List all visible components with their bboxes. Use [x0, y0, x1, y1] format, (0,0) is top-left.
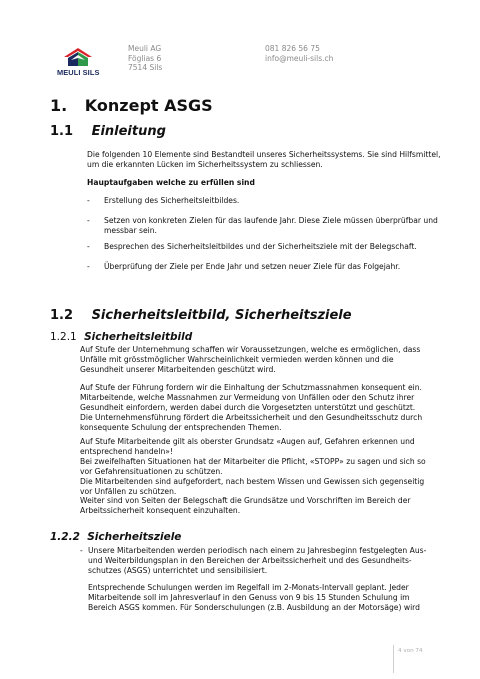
tasks-heading: Hauptaufgaben welche zu erfüllen sind [87, 178, 255, 187]
list-item-text: Besprechen des Sicherheitsleitbildes und der Sicherheitsziele mit der Belegschaft. [104, 242, 417, 251]
text-line: Gesundheit einfordern, werden dabei durch die Vorgesetzten unterstützt und geschützt. [80, 402, 416, 412]
text-line: Bei zweifelhaften Situationen hat der Mitarbeiter die Pflicht, «STOPP» zu sagen und sich so [80, 456, 426, 466]
text-line: Gesundheit unserer Mitarbeitenden geschützt wird. [80, 364, 276, 374]
bullet-dash: - [87, 196, 90, 205]
text-line: Auf Stufe der Unternehmung schaffen wir Voraussetzungen, welche es ermöglichen, dass [80, 345, 421, 354]
leitbild-paragraph-2 [80, 383, 460, 433]
text-line: entsprechend handeln»! [80, 446, 173, 456]
text-line: Die Unternehmensführung fördert die Arbeitssicherheit und den Gesundheitsschutz durch [80, 412, 423, 422]
footer-divider [393, 645, 394, 673]
company-email: info@meuli-sils.ch [265, 53, 334, 63]
text-line: Entsprechende Schulungen werden im Regelfall im 2-Monats-Intervall geplant. Jeder [88, 583, 409, 592]
text-line: schutzes (ASGS) unterrichtet und sensibilisiert. [88, 565, 268, 575]
text-line: um die erkannten Lücken im Sicherheitssystem zu schliessen. [87, 159, 323, 169]
text-line: Auf Stufe Mitarbeitende gilt als oberster Grundsatz «Augen auf, Gefahren erkennen und [80, 437, 415, 446]
bullet-dash: - [87, 216, 90, 225]
list-item [87, 242, 457, 252]
company-city: 7514 Sils [128, 63, 163, 73]
company-contact [265, 44, 333, 63]
text-line: Bereich ASGS kommen. Für Sonderschulungen (z.B. Ausbildung an der Motorsäge) wird [88, 602, 420, 612]
section-1-heading [50, 96, 213, 115]
list-item-text: Überprüfung der Ziele per Ende Jahr und setzen neuer Ziele für das Folgejahr. [104, 262, 401, 271]
company-address [128, 44, 162, 73]
text-line: Mitarbeitende soll im Jahresverlauf in den Genuss von 9 bis 15 Stunden Schulung im [88, 592, 410, 602]
list-item-text: Setzen von konkreten Zielen für das laufende Jahr. Diese Ziele müssen überprüfbar und messbar sein. [104, 216, 438, 235]
ziele-dash: - [80, 546, 83, 555]
text-line: Unsere Mitarbeitenden werden periodisch nach einem zu Jahresbeginn festgelegten Aus- [88, 546, 427, 555]
section-title: Konzept ASGS [84, 96, 213, 115]
bullet-dash: - [87, 242, 90, 251]
page-number: 4 von 74 [398, 648, 423, 654]
logo-text: MEULI SILS [57, 68, 100, 77]
company-phone: 081 826 56 75 [265, 44, 320, 53]
list-item [87, 262, 457, 272]
intro-paragraph [87, 150, 457, 170]
leitbild-paragraph-1 [80, 345, 460, 375]
text-line: vor Gefahrensituationen zu schützen. [80, 466, 223, 476]
section-number: 1. [50, 96, 68, 115]
section-1-2-heading [50, 308, 352, 323]
logo-icon [62, 45, 94, 67]
section-title: Sicherheitsleitbild [84, 331, 193, 343]
list-item [87, 216, 457, 236]
text-line: Arbeitssicherheit konsequent einzuhalten. [80, 506, 241, 516]
section-number: 1.1 [50, 124, 74, 139]
text-line: und Weiterbildungsplan in den Bereichen der Arbeitssicherheit und des Gesundheits- [88, 555, 412, 565]
text-line: Unfälle mit grösstmöglicher Wahrscheinlichkeit vermieden werden können und die [80, 354, 394, 364]
leitbild-paragraph-3 [80, 437, 460, 516]
section-number: 1.2.2 [50, 531, 80, 543]
text-line: Die folgenden 10 Elemente sind Bestandteil unseres Sicherheitssystems. Sie sind Hilfsmittel, [87, 150, 441, 159]
text-line: vor Unfällen zu schützen. [80, 486, 177, 496]
section-1-1-heading [50, 124, 166, 139]
text-line: Auf Stufe der Führung fordern wir die Einhaltung der Schutzmassnahmen konsequent ein. [80, 383, 422, 392]
text-line: konsequente Schulung der entsprechenden Themen. [80, 422, 282, 432]
text-line: Weiter sind von Seiten der Belegschaft die Grundsätze und Vorschriften im Bereich der [80, 496, 411, 506]
section-1-2-2-heading [50, 531, 181, 543]
list-item [87, 196, 457, 206]
list-item-text: Erstellung des Sicherheitsleitbildes. [104, 196, 240, 205]
section-title: Sicherheitsleitbild, Sicherheitsziele [91, 308, 352, 323]
ziele-paragraph-1 [88, 546, 463, 576]
section-title: Sicherheitsziele [87, 531, 182, 543]
bullet-dash: - [87, 262, 90, 271]
section-title: Einleitung [91, 124, 166, 139]
company-name: Meuli AG [128, 44, 162, 53]
text-line: Mitarbeitende, welche Massnahmen zur Vermeidung von Unfällen oder den Schutz ihrer [80, 392, 415, 402]
section-1-2-1-heading [50, 331, 192, 343]
section-number: 1.2.1 [50, 331, 77, 343]
company-logo [62, 45, 94, 67]
ziele-paragraph-2 [88, 583, 463, 613]
section-number: 1.2 [50, 308, 74, 323]
company-street: Föglias 6 [128, 53, 162, 63]
text-line: Die Mitarbeitenden sind aufgefordert, nach bestem Wissen und Gewissen sich gegenseitig [80, 476, 425, 486]
